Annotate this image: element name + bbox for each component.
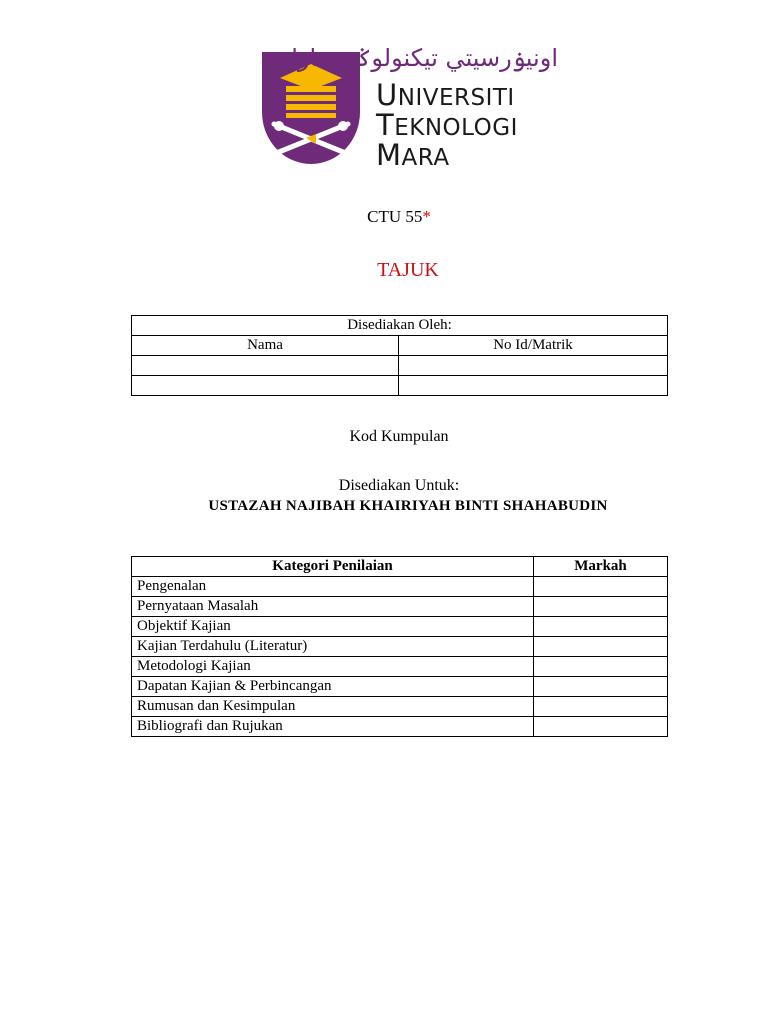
category-cell: Pernyataan Masalah — [132, 597, 534, 617]
name-cell[interactable] — [132, 356, 399, 376]
column-name: Nama — [132, 336, 399, 356]
category-cell: Kajian Terdahulu (Literatur) — [132, 637, 534, 657]
name-cell[interactable] — [132, 376, 399, 396]
table-row — [132, 637, 668, 657]
required-marker: * — [422, 207, 431, 226]
prepared-by-heading: Disediakan Oleh: — [132, 316, 668, 336]
category-cell: Bibliografi dan Rujukan — [132, 717, 534, 737]
jawi-name: اونيۏرسيتي تيكنولوݢي مارا — [291, 44, 558, 72]
title: TAJUK — [377, 259, 439, 281]
table-row — [132, 677, 668, 697]
mark-cell[interactable] — [534, 717, 668, 737]
table-row — [132, 717, 668, 737]
mark-cell[interactable] — [534, 597, 668, 617]
table-row — [132, 356, 668, 376]
table-row — [132, 597, 668, 617]
prepared-by-table — [131, 315, 668, 396]
university-line-1: UNIVERSITI — [376, 78, 515, 112]
column-mark: Markah — [534, 557, 668, 577]
university-line-3: MARA — [376, 138, 450, 172]
category-cell: Metodologi Kajian — [132, 657, 534, 677]
mark-cell[interactable] — [534, 677, 668, 697]
table-row — [132, 376, 668, 396]
mark-cell[interactable] — [534, 617, 668, 637]
prepared-for-label: Disediakan Untuk: — [338, 477, 460, 494]
course-code: CTU 55* — [367, 207, 431, 226]
column-category: Kategori Penilaian — [132, 557, 534, 577]
table-row — [132, 617, 668, 637]
mark-cell[interactable] — [534, 657, 668, 677]
university-line-2: TEKNOLOGI — [376, 108, 518, 142]
category-cell: Objektif Kajian — [132, 617, 534, 637]
assessment-table — [131, 556, 668, 737]
table-row — [132, 657, 668, 677]
category-cell: Dapatan Kajian & Perbincangan — [132, 677, 534, 697]
university-logo — [260, 44, 560, 174]
mark-cell[interactable] — [534, 637, 668, 657]
table-row — [132, 697, 668, 717]
category-cell: Pengenalan — [132, 577, 534, 597]
category-cell: Rumusan dan Kesimpulan — [132, 697, 534, 717]
mark-cell[interactable] — [534, 577, 668, 597]
table-row — [132, 577, 668, 597]
lecturer-name: USTAZAH NAJIBAH KHAIRIYAH BINTI SHAHABUDIN — [208, 498, 608, 514]
column-id: No Id/Matrik — [399, 336, 668, 356]
id-cell[interactable] — [399, 356, 668, 376]
group-code-label: Kod Kumpulan — [349, 428, 449, 445]
id-cell[interactable] — [399, 376, 668, 396]
mark-cell[interactable] — [534, 697, 668, 717]
